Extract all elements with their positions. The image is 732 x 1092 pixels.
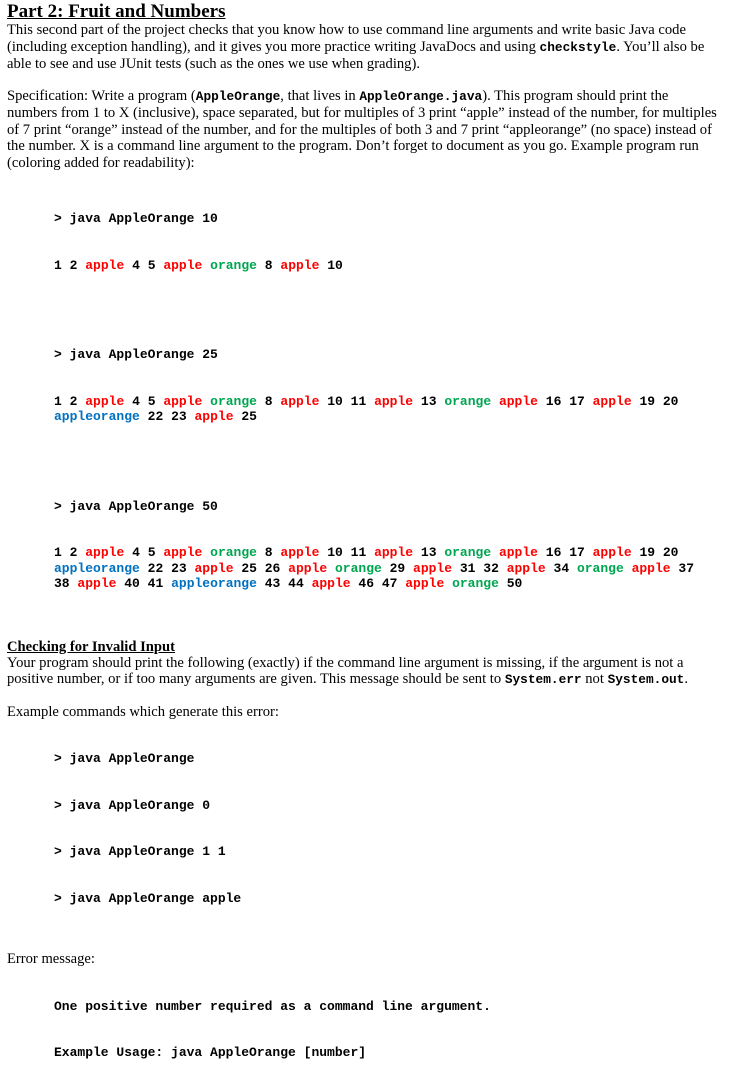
number-token: 8: [264, 545, 273, 560]
orange-token: orange: [334, 560, 382, 576]
apple-token: apple: [374, 545, 414, 560]
number-token: 29: [389, 560, 406, 576]
number-token: 19: [639, 393, 656, 409]
spec-text: , that lives in: [280, 87, 360, 104]
intro-line-2-text: (including exception handling), and it gives you more practice writing JavaDocs and using: [7, 38, 540, 55]
number-token: 31: [459, 560, 476, 576]
number-token: 8: [264, 257, 273, 273]
number-token: 41: [147, 576, 164, 591]
apple-token: apple: [85, 545, 125, 560]
number-token: 37: [678, 560, 695, 576]
number-token: 26: [264, 560, 281, 576]
number-token: 8: [264, 393, 273, 409]
checkstyle-code: checkstyle: [539, 39, 617, 55]
apple-token: apple: [280, 393, 320, 409]
number-token: 4: [132, 393, 140, 409]
orange-token: orange: [210, 545, 257, 560]
intro-paragraph: [7, 22, 729, 73]
apple-token: apple: [592, 545, 632, 560]
invalid-text: not: [581, 671, 608, 687]
example-run-1: [54, 180, 729, 304]
intro-line-2-tail: . You’ll also be: [616, 38, 705, 55]
number-token: 10: [327, 393, 343, 409]
example-run-3: [54, 468, 729, 623]
apple-token: apple: [163, 393, 203, 409]
error-command: > java AppleOrange 0: [54, 797, 211, 813]
number-token: 22: [147, 560, 164, 576]
error-command: > java AppleOrange apple: [54, 890, 242, 906]
error-commands: [54, 720, 729, 937]
error-message-line: One positive number required as a command line argument.: [54, 998, 491, 1014]
orange-token: orange: [444, 393, 492, 409]
apple-token: apple: [374, 393, 414, 409]
number-token: 10: [327, 257, 343, 273]
number-token: 25: [241, 409, 257, 424]
spec-text: Specification: Write a program (: [7, 87, 196, 104]
number-token: 20: [662, 393, 679, 409]
apple-token: apple: [413, 560, 453, 576]
number-token: 5: [147, 545, 156, 560]
number-token: 1: [54, 393, 62, 409]
apple-token: apple: [288, 560, 328, 576]
spec-line-1: [7, 88, 729, 106]
example-output: [54, 258, 729, 274]
number-token: 25: [241, 560, 257, 576]
spec-line-5: (coloring added for readability):: [7, 154, 195, 171]
number-token: 13: [420, 545, 437, 560]
spec-line-2: numbers from 1 to X (inclusive), space separated, but for multiples of 3 print “apple” instead of the number, for multiples: [7, 105, 717, 121]
invalid-input-paragraph: [7, 655, 729, 689]
apple-token: apple: [77, 576, 117, 591]
apple-token: apple: [405, 576, 445, 591]
orange-token: orange: [452, 576, 499, 591]
spec-line-4: the number. X is a command line argument to the program. Don’t forget to document as you go. Example program run: [7, 138, 699, 154]
apple-token: apple: [85, 257, 125, 273]
intro-line-2: [7, 39, 729, 57]
apple-token: apple: [631, 560, 671, 576]
example-output: [54, 545, 729, 592]
intro-line-3: able to see and use JUnit tests (such as the ones we use when grading).: [7, 56, 420, 72]
apple-token: apple: [592, 393, 632, 409]
example-runs: [7, 180, 729, 623]
number-token: 1: [54, 257, 62, 273]
invalid-line-1: Your program should print the following (exactly) if the command line argument is missing, if the argument is not a: [7, 654, 684, 671]
number-token: 20: [662, 545, 679, 560]
orange-token: orange: [576, 560, 624, 576]
number-token: 13: [420, 393, 437, 409]
number-token: 17: [569, 393, 585, 409]
number-token: 5: [147, 393, 156, 409]
number-token: 38: [54, 576, 70, 591]
number-token: 4: [132, 545, 140, 560]
apple-token: apple: [498, 393, 538, 409]
intro-line-1: This second part of the project checks that you know how to use command line arguments and write basic Java code: [7, 22, 686, 38]
error-examples-label: Example commands which generate this error:: [7, 703, 279, 720]
number-token: 19: [639, 545, 656, 560]
number-token: 16: [545, 393, 562, 409]
number-token: 50: [506, 576, 523, 591]
number-token: 17: [569, 545, 585, 560]
invalid-text: positive number, or if too many arguments are given. This message should be sent to: [7, 671, 505, 687]
invalid-text: .: [684, 671, 689, 687]
apple-token: apple: [194, 409, 234, 424]
system-err-code: System.err: [504, 672, 582, 687]
error-command: > java AppleOrange 1 1: [54, 844, 226, 859]
apple-token: apple: [163, 257, 203, 273]
spec-paragraph: [7, 88, 729, 172]
page-title: Part 2: Fruit and Numbers: [7, 1, 226, 22]
spec-text: ). This program should print the: [482, 87, 669, 104]
apple-token: apple: [311, 576, 351, 591]
number-token: 5: [147, 257, 156, 273]
apple-token: apple: [280, 545, 320, 560]
error-message-block: [54, 968, 729, 1092]
number-token: 46: [358, 576, 375, 591]
number-token: 44: [288, 576, 304, 591]
apple-token: apple: [498, 545, 538, 560]
number-token: 2: [69, 545, 78, 560]
error-command: > java AppleOrange: [54, 751, 195, 766]
apple-token: apple: [506, 560, 546, 576]
number-token: 40: [124, 576, 140, 591]
spec-line-3: of 7 print “orange” instead of the number, and for the multiples of both 3 and 7 print “appleorange” (no space) instead of: [7, 121, 712, 138]
apple-token: apple: [163, 545, 203, 560]
invalid-line-2: [7, 671, 729, 689]
number-token: 4: [132, 257, 140, 273]
invalid-input-heading: Checking for Invalid Input: [7, 638, 176, 655]
orange-token: orange: [210, 257, 257, 273]
appleorange-token: appleorange: [54, 409, 140, 424]
number-token: 11: [350, 545, 367, 560]
number-token: 23: [171, 560, 187, 576]
document-page: [7, 2, 729, 1092]
number-token: 2: [69, 393, 78, 409]
apple-token: apple: [194, 560, 234, 576]
system-out-code: System.out: [607, 672, 685, 687]
number-token: 10: [327, 545, 343, 560]
apple-token: apple: [280, 257, 320, 273]
error-message-label: Error message:: [7, 951, 95, 967]
appleorange-token: appleorange: [54, 560, 140, 576]
number-token: 32: [483, 560, 499, 576]
example-run-2: [54, 316, 729, 456]
number-token: 11: [350, 393, 367, 409]
example-output: [54, 394, 729, 425]
number-token: 23: [171, 409, 187, 424]
number-token: 1: [54, 545, 62, 560]
number-token: 22: [147, 409, 164, 424]
number-token: 43: [264, 576, 281, 591]
example-command: > java AppleOrange 50: [54, 498, 218, 514]
example-command: > java AppleOrange 25: [54, 347, 218, 362]
apple-token: apple: [85, 393, 125, 409]
example-command: > java AppleOrange 10: [54, 211, 218, 226]
file-name-code: AppleOrange.java: [359, 88, 483, 104]
number-token: 47: [381, 576, 398, 591]
orange-token: orange: [210, 393, 257, 409]
number-token: 16: [545, 545, 562, 560]
error-message-line: Example Usage: java AppleOrange [number]: [54, 1045, 367, 1060]
orange-token: orange: [444, 545, 492, 560]
class-name-code: AppleOrange: [195, 88, 281, 104]
appleorange-token: appleorange: [171, 576, 257, 591]
number-token: 2: [69, 257, 78, 273]
number-token: 34: [553, 560, 570, 576]
